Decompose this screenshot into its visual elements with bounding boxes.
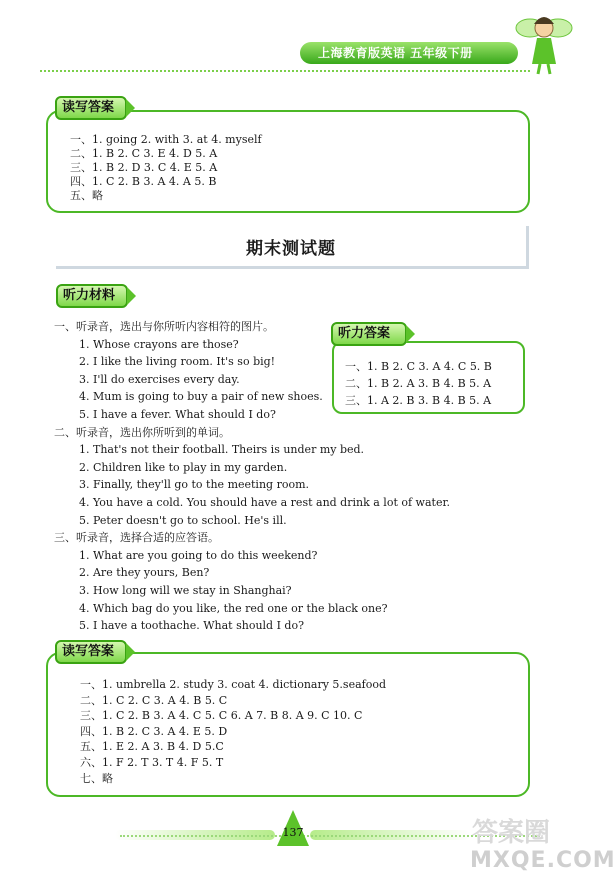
script-line: 1. That's not their football. Theirs is under my bed. <box>79 443 365 457</box>
tab-arrow-icon <box>126 99 135 117</box>
tab-label: 听力答案 <box>338 326 391 341</box>
script-line: 5. Peter doesn't go to school. He's ill. <box>79 513 287 527</box>
exam-title: 期末测试题 <box>246 239 336 259</box>
tab-arrow-icon <box>127 287 136 305</box>
script-line: 5. I have a toothache. What should I do? <box>79 619 304 633</box>
script-line: 4. Which bag do you like, the red one or the black one? <box>79 601 388 615</box>
script-line: 4. You have a cold. You should have a rest and drink a lot of water. <box>79 495 451 509</box>
section-tab-listening-answers <box>331 322 407 346</box>
page-number: 137 <box>282 826 304 839</box>
script-line: 3. How long will we stay in Shanghai? <box>79 583 292 597</box>
answer-line: 五、1. E 2. A 3. B 4. D 5.C <box>80 740 224 754</box>
tab-arrow-icon <box>126 643 135 661</box>
script-line: 1. What are you going to do this weekend? <box>79 548 318 562</box>
watermark-logo: 答案圈 <box>472 818 551 848</box>
script-line: 2. I like the living room. It's so big! <box>79 355 276 369</box>
answer-line: 一、1. umbrella 2. study 3. coat 4. dictionary 5.seafood <box>80 678 387 691</box>
fairy-mascot-icon <box>512 6 576 78</box>
watermark-url: MXQE.COM <box>470 848 616 873</box>
answer-line: 三、1. B 2. D 3. C 4. E 5. A <box>70 161 218 174</box>
script-line: 1. Whose crayons are those? <box>79 337 239 351</box>
header-divider <box>40 70 530 72</box>
answers-list-2 <box>80 677 386 786</box>
question-heading: 二、听录音，选出你所听到的单词。 <box>54 425 230 439</box>
answer-line: 七、略 <box>80 771 113 785</box>
answer-line: 一、1. B 2. C 3. A 4. C 5. B <box>345 360 492 373</box>
script-line: 2. Children like to play in my garden. <box>79 460 288 474</box>
answer-line: 二、1. B 2. A 3. B 4. B 5. A <box>345 377 492 390</box>
script-line: 4. Mum is going to buy a pair of new shoes. <box>79 390 323 404</box>
answer-line: 四、1. C 2. B 3. A 4. A 5. B <box>70 175 217 188</box>
tab-label: 听力材料 <box>63 288 116 303</box>
answer-line: 三、1. A 2. B 3. B 4. B 5. A <box>345 394 492 407</box>
script-line: 3. Finally, they'll go to the meeting room. <box>79 478 310 492</box>
script-line: 2. Are they yours, Ben? <box>79 566 210 580</box>
tab-label: 读写答案 <box>62 100 115 115</box>
answer-line: 四、1. B 2. C 3. A 4. E 5. D <box>80 724 228 738</box>
question-heading: 一、听录音，选出与你所听内容相符的图片。 <box>54 320 274 333</box>
listening-answers-list <box>345 358 492 409</box>
header-title: 上海教育版英语 五年级下册 <box>318 46 473 60</box>
section-tab-reading-writing-1 <box>55 96 127 120</box>
script-line: 5. I have a fever. What should I do? <box>79 407 276 421</box>
section-tab-listening-material <box>56 284 128 308</box>
section-tab-reading-writing-2 <box>55 640 127 664</box>
answer-line: 一、1. going 2. with 3. at 4. myself <box>70 133 262 146</box>
answers-list-1 <box>70 133 262 203</box>
tab-label: 读写答案 <box>62 644 115 659</box>
script-line: 3. I'll do exercises every day. <box>79 372 240 386</box>
tab-arrow-icon <box>406 325 415 343</box>
answer-line: 五、略 <box>70 189 103 202</box>
answer-line: 六、1. F 2. T 3. T 4. F 5. T <box>80 755 224 769</box>
answer-line: 二、1. B 2. C 3. E 4. D 5. A <box>70 147 218 160</box>
question-heading: 三、听录音，选择合适的应答语。 <box>54 531 219 545</box>
answer-line: 三、1. C 2. B 3. A 4. C 5. C 6. A 7. B 8. A 9. C 10. C <box>80 709 363 723</box>
answer-line: 二、1. C 2. C 3. A 4. B 5. C <box>80 693 228 707</box>
